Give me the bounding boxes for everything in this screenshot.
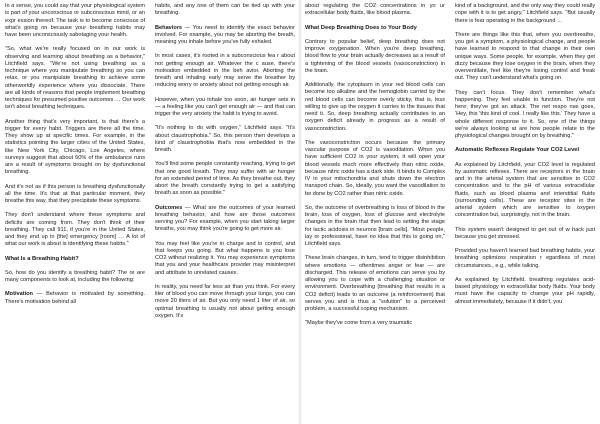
body-paragraph: [155, 205, 295, 234]
body-paragraph: They don't understand where these symptoms and deficits are coming from. They don't think of their breathing. They call 911, if you're in the United States, and they end up in [the] emergency [room] … A lot of what our work is about is identifying these habits.": [5, 212, 145, 248]
section-heading: What Is a Breathing Habit?: [5, 255, 79, 262]
body-paragraph: You'll find some people constantly reaching, trying to get that one good breath. They may suffer with air hunger for an extended period of time. As they breathe out, they abort the breath constantly trying to get a satisfying breath as soon as possible.": [155, 161, 295, 197]
text-column-1: [5, 3, 145, 421]
page-gutter: [298, 0, 302, 424]
body-paragraph: These brain changes, in turn, tend to trigger disinhibition where emotions — oftentimes anger or fear — are discharged. This release of emotions can serve you by allowing you to cope with a challenging situation or environment. Overbreathing (breathing that results in a CO2 deficit) leads to an outcome (a reinforcement) that serves you and is thus a "solution" to a perceived problem, a successful coping mechanism.: [305, 255, 445, 312]
text-column-4: [455, 3, 595, 421]
body-paragraph: "Maybe they've come from a very traumatic: [305, 320, 413, 327]
body-paragraph: So, the outcome of overbreathing is loss of blood in the brain, loss of oxygen, loss of glucose and electrolyte changes in the brain that then lead to setting the stage for lactic acidosis in neurons [brain cells]. "Most people, lay or professional, have no idea that this is going on," Litchfield says.: [305, 204, 445, 247]
body-paragraph: Provided you haven't learned bad breathing habits, your breathing optimizes respiration r egardless of most circumstances., e.g., while talking.: [455, 248, 595, 269]
paragraph-text: — Behavior is motivated by something. There's motivation behind all: [5, 291, 145, 305]
body-paragraph: [155, 25, 295, 47]
lead-term: Outcomes: [155, 204, 183, 211]
text-column-2: [155, 3, 295, 421]
body-paragraph: "So, what we're really focused on in our work is observing and learning about breathing as a behavior," Litchfield says. "We're not using breathing as a technique where you manipulate breathing so you can relax, or you manipulate breathing to achieve some otherworldly experience where you dissociate. There are all kinds of reasons that people implement breathing techniques for presumed positive outcomes … Our work isn't about breathing techniques.: [5, 46, 145, 111]
paragraph-text: — You need to identify the exact behavior involved. For example, you may be aborting the breath, meaning you inhale before you've fully exhaled.: [155, 24, 295, 45]
body-paragraph: In a sense, you could say that your physiological system is part of your unconscious or subconscious mind, or an expr ession thereof. The task is to become conscious of what's going on because your breathing habits may have been unconsciously sabotaging your health.: [5, 3, 145, 38]
lead-term: Motivation: [5, 291, 33, 298]
body-paragraph: habits, and any one of them can be tied up with your breathing.: [155, 3, 295, 17]
body-paragraph: Another thing that's very important, is that there's a trigger for every habit. Triggers are there all the time. They show up at specific times. For example, in the statistics pointing the larger cities of the United States, like New York City, Chicago, Los Angeles, where surveys suggest that about 60% of the ambulance runs are a result of symptoms brought on by dysfunctional breathing.: [5, 118, 145, 176]
lead-term: Behaviors: [155, 24, 183, 31]
body-paragraph: In most cases, it's rooted in a subconscious fea r about not getting enough air. Whatever the c ause, there's motivation embedded in the beh avior. Aborting the breath and inhaling early may serve the breather by reducing worry or anxiety about not getting enough air.: [155, 53, 295, 89]
body-paragraph: As explained by Litchfield, your CO2 level is regulated by automatic reflexes. There are receptors in the brain and in the arterial system that are sensitive to CO2 concentration and to the pH of various extracellular fluids, such as blood plasma and interstitial fluids (surrounding cells). These are receptor sites in the arterial system which are sensitive to oxygen concentration but, surprisingly, not in the brain.: [455, 161, 595, 219]
body-paragraph: [5, 291, 145, 306]
body-paragraph: However, when you inhale too soon, air hunger sets in — a feeling like you can't get enough air — and that can trigger the very anxiety the habit is trying to avoid.: [155, 96, 295, 117]
body-paragraph: The vasoconstriction occurs because the primary vascular purpose of CO2 is vasodilation. When you have sufficient CO2 in your system, it will open your blood vessels much more effectively than nitric oxide, because nitric oxide has a dark side. It binds to Complex IV in your mitochondria and shuts down the electron transport chain. So, ideally, you want the vasodilation to be done by CO2 rather than nitric oxide.: [305, 139, 445, 197]
section-heading: What Deep Breathing Does to Your Body: [305, 24, 417, 31]
paragraph-text: — What are the outcomes of your learned breathing behavior, and how are those outcomes serving you? For example, when you start taking larger breaths, you may think you're going to get more air.: [155, 204, 295, 233]
body-paragraph: Additionally, the cytoplasm in your red blood cells can become too alkaline and the hemoglobin carried by the red blood cells can become overly sticky, that is, less willing to give up the oxygen it carries to the tissues that need it. So, deep breathing actually contributes to an oxygen deficit already in progress as a result of vasoconstriction.: [305, 82, 445, 132]
body-paragraph: There are things like this that, when you overbreathe, you get a symptom, a physiological change, and people have learned to respond to that change in their own unique ways. Some people, for example, when they get dizzy because they lose oxygen in the brain, when they overventilate, feel like they're losing control and freak out. They can't understand what's going on.: [455, 31, 595, 82]
body-paragraph: Contrary to popular belief, deep breathing does not improve oxygenation. When you're deep breathing, blood flow to your brain actually decreases as a result of a tightening of the blood vessels (vasoconstriction) in the brain.: [305, 38, 445, 74]
section-heading: Automatic Reflexes Regulate Your CO2 Level: [455, 147, 580, 154]
body-paragraph: kind of a background, and the only way they could really cope with it is to get angry," Litchfield says. "But usually there is fear operating in the background …: [455, 3, 595, 24]
body-paragraph: "It's nothing to do with oxygen," Litchfield says. "It's about claustrophobia." So, this person then develops a kind of claustrophobia that's now embedded in the breath.: [155, 125, 295, 153]
body-paragraph: about regulating the CO2 concentrations in yo ur extracellular body fluids, like blood plasma.: [305, 3, 445, 17]
body-paragraph: You may feel like you're in charge and in control, and that keeps you going. But what happens is you lose CO2 without realizing it. You may experience symptoms that you and your healthcare provider may misinterpret and attribute to unrelated causes.: [155, 240, 295, 276]
body-paragraph: And it's not as if this person is breathing dysfunctionally all the time. It's that at that particular moment, they breathe this way, that they precipitate these symptoms.: [5, 183, 145, 204]
body-paragraph: This system wasn't designed to get out of w hack just because you get stressed.: [455, 226, 595, 240]
body-paragraph: In reality, you need far less air than you think. For every liter of blood you can move through your lungs, you can move 20 liters of air. But you only need 1 liter of air, so optimal breathing is usually not about getting enough oxygen. It's: [155, 283, 295, 319]
body-paragraph: As explained by Litchfield, breathing regulates acid-based physiology in extracellular body fluids. Your body must have the capacity to change your pH rapidly, almost immediately, because if it didn't, you: [455, 276, 595, 305]
body-paragraph: So, how do you identify a breathing habit? The re are many components to look at, including the following:: [5, 269, 145, 283]
body-paragraph: They can't focus. They don't remember what's happening. They feel unable to function. They're not here; they've got an attack. The net respo nse goes, 'Hey, this 'this kind of cool. I really like this.' They have a whole different response to it. So, one of the things we're always looking at are how people relate to the physiological changes brought on by breathing.": [455, 89, 595, 139]
text-column-3: [305, 3, 445, 421]
